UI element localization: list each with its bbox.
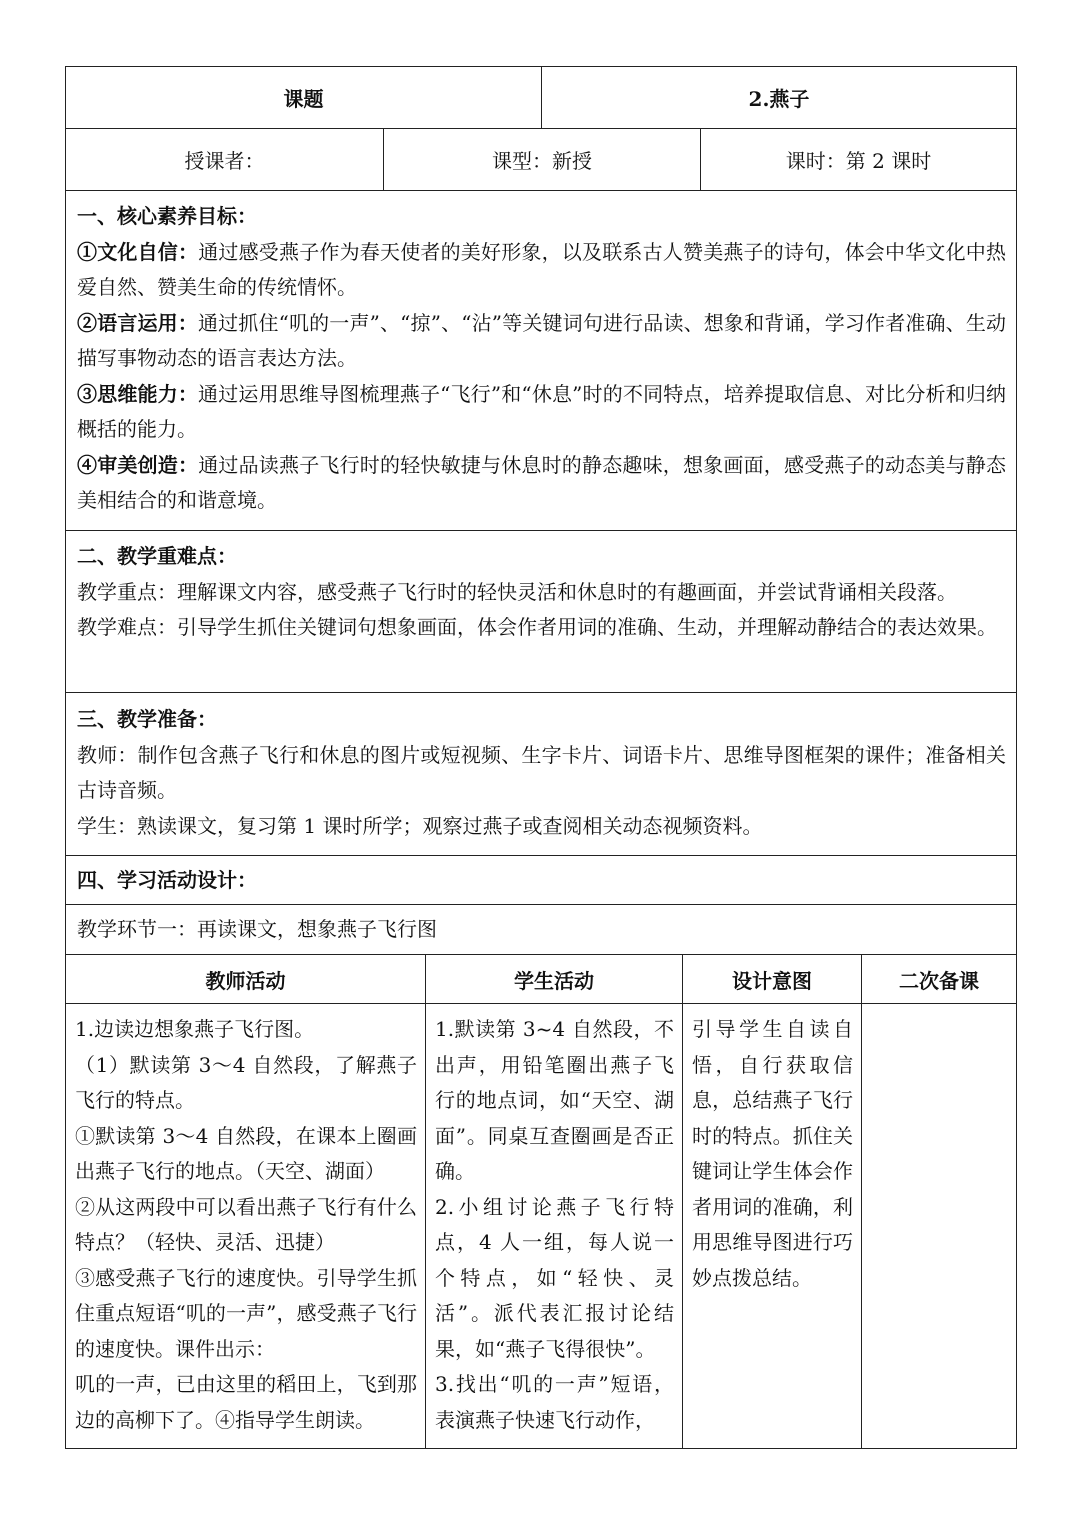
teacher-activity-line: ③感受燕子飞行的速度快。引导学生抓住重点短语“叽的一声”，感受燕子飞行的速度快。课件出示： (75, 1265, 417, 1361)
topic-label: 课题 (66, 67, 542, 128)
teaching-difficulty: 教学难点：引导学生抓住关键词句想象画面，体会作者用词的准确、生动，并理解动静结合的表达效果。 (77, 615, 997, 639)
goal-key: ①文化自信： (77, 239, 199, 264)
topic-value: 2.燕子 (748, 87, 810, 111)
activity-content-row (65, 1004, 1017, 1449)
student-activity-line: 3.找出“叽的一声”短语，表演燕子快速飞行动作， (435, 1372, 674, 1432)
segment-title: 教学环节一：再读课文，想象燕子飞行图 (77, 917, 437, 941)
activity-header-row (65, 955, 1017, 1004)
lesson-type: 课型：新授 (384, 129, 701, 190)
goal-key: ④审美创造： (77, 452, 199, 477)
goal-key: ③思维能力： (77, 381, 199, 406)
goal-text: 通过品读燕子飞行时的轻快敏捷与休息时的静态趣味，想象画面，感受燕子的动态美与静态美相结合的和谐意境。 (77, 452, 1007, 512)
segment-row (65, 905, 1017, 955)
col-header-revision: 二次备课 (899, 968, 979, 993)
goal-text: 通过抓住“叽的一声”、“掠”、“沾”等关键词句进行品读、想象和背诵，学习作者准确、生动描写事物动态的语言表达方法。 (77, 310, 1007, 370)
goals-title: 一、核心素养目标： (77, 204, 257, 228)
teacher-activity-line: ①默读第 3～4 自然段，在课本上圈画出燕子飞行的地点。（天空、湖面） (75, 1123, 417, 1183)
col-header-student: 学生活动 (426, 955, 683, 1003)
student-activity-cell (426, 1004, 683, 1448)
intent-cell (683, 1004, 862, 1448)
prep-section (65, 693, 1017, 856)
intent-text: 引导学生自读自悟，自行获取信息，总结燕子飞行时的特点。抓住关键词让学生体会作者用词的准确，利用思维导图进行巧妙点拨总结。 (692, 1017, 853, 1290)
goal-key: ②语言运用： (77, 310, 198, 335)
teaching-focus: 教学重点：理解课文内容，感受燕子飞行时的轻快灵活和休息时的有趣画面，并尝试背诵相关段落。 (77, 579, 957, 604)
goal-item-culture (66, 235, 1016, 306)
goal-text: 通过感受燕子作为春天使者的美好形象，以及联系古人赞美燕子的诗句，体会中华文化中热爱自然、赞美生命的传统情怀。 (77, 239, 1007, 299)
prep-student: 学生：熟读课文，复习第 1 课时所学；观察过燕子或查阅相关动态视频资料。 (77, 813, 763, 838)
design-title: 四、学习活动设计： (77, 868, 257, 892)
meta-row (65, 129, 1017, 191)
lesson-period: 课时：第 2 课时 (785, 149, 932, 173)
goal-item-language (66, 306, 1016, 377)
revision-cell[interactable] (862, 1004, 1016, 1448)
prep-title: 三、教学准备： (77, 707, 217, 731)
keypoints-title: 二、教学重难点： (77, 544, 237, 568)
teacher-activity-cell (66, 1004, 426, 1448)
teacher-activity-line: ②从这两段中可以看出燕子飞行有什么特点？（轻快、灵活、迅捷） (75, 1194, 417, 1254)
design-title-row (65, 856, 1017, 905)
teacher-label: 授课者： (66, 129, 384, 190)
teacher-activity-line: 1.边读边想象燕子飞行图。 (75, 1017, 315, 1041)
col-header-teacher: 教师活动 (66, 955, 426, 1003)
keypoints-section (65, 531, 1017, 693)
goals-section (65, 191, 1017, 531)
goal-item-thinking (66, 377, 1016, 448)
teacher-activity-line: （1）默读第 3～4 自然段，了解燕子飞行的特点。 (75, 1052, 417, 1112)
goal-text: 通过运用思维导图梳理燕子“飞行”和“休息”时的不同特点，培养提取信息、对比分析和归纳概括的能力。 (77, 381, 1007, 441)
goal-item-aesthetic (66, 448, 1016, 519)
col-header-intent: 设计意图 (683, 955, 862, 1003)
prep-teacher: 教师：制作包含燕子飞行和休息的图片或短视频、生字卡片、词语卡片、思维导图框架的课件；准备相关古诗音频。 (77, 742, 1006, 802)
student-activity-line: 2.小组讨论燕子飞行特点，4 人一组，每人说一个特点，如“轻快、灵活”。派代表汇报讨论结果，如“燕子飞得很快”。 (435, 1194, 674, 1361)
topic-row (65, 66, 1017, 129)
teacher-activity-line: 叽的一声，已由这里的稻田上，飞到那边的高柳下了。④指导学生朗读。 (75, 1372, 417, 1432)
student-activity-line: 1.默读第 3~4 自然段，不出声，用铅笔圈出燕子飞行的地点词，如“天空、湖面”。同桌互查圈画是否正确。 (435, 1017, 674, 1183)
